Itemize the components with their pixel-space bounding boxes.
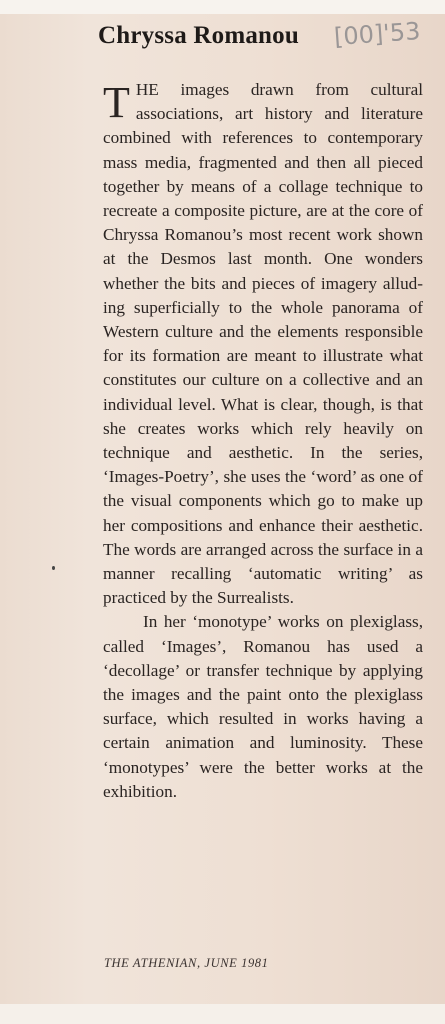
paper-top-edge bbox=[0, 0, 445, 14]
article-headline: Chryssa Romanou bbox=[98, 22, 299, 49]
article-paragraph-2 bbox=[103, 610, 423, 804]
paragraph-2-text: In her ‘monotype’ works on plexiglass, called ‘Images’, Romanou has used a ‘decollage’ or transfer technique by applying the images and the paint onto the plexiglass surface, which resulted in works having a certain animation and luminosity. These ‘monotypes’ were the better works at the exhibition. bbox=[103, 612, 423, 801]
article-body bbox=[103, 78, 423, 804]
paper-speck bbox=[52, 566, 55, 570]
paper-bottom-edge bbox=[0, 1004, 445, 1024]
handwritten-note: [00]'53 bbox=[333, 17, 422, 51]
publication-source: THE ATHENIAN, JUNE 1981 bbox=[104, 956, 269, 970]
drop-cap: T bbox=[103, 78, 130, 127]
paragraph-1-text: HE images drawn from cultural associations, art history and literature combined with references to contemporary mass media, fragmented and then all pieced together by means of a collage technique to recreate a composite picture, are at the core of Chryssa Romanou’s most recent work shown at the Desmos last month. One wonders whether the bits and pieces of imagery alluding superficially to the whole panorama of Western culture and the elements responsible for its formation are meant to illustrate what constitutes our culture on a collective and an individual level. What is clear, though, is that she creates works which rely heavily on technique and aesthetic. In the series, ‘Images-Poetry’, she uses the ‘word’ as one of the visual components which go to make up her compositions and enhance their aesthetic. The words are arranged across the surface in a manner recalling ‘automatic writing’ as practiced by the Surrealists. bbox=[103, 80, 423, 608]
article-paragraph-1 bbox=[103, 78, 423, 610]
